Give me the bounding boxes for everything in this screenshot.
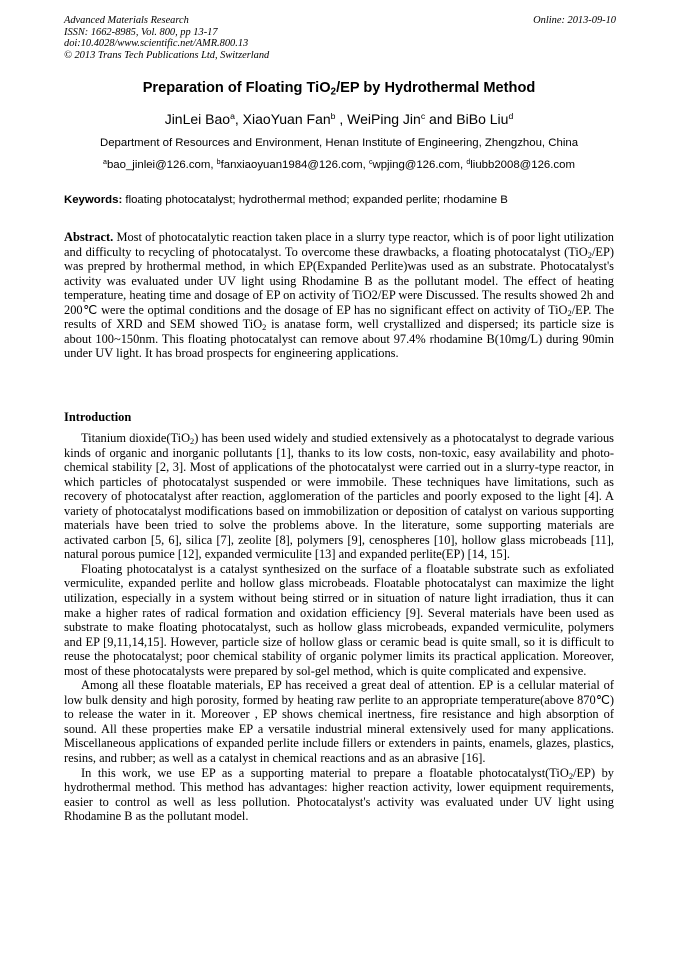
author-2-mark: b	[330, 111, 336, 122]
introduction-body	[64, 431, 614, 824]
journal-header	[64, 15, 616, 61]
introduction-heading: Introduction	[64, 410, 132, 424]
author-3: , WeiPing Jin	[335, 111, 421, 127]
abstract-text-3: /EP. The results of XRD and SEM showed TiO	[64, 302, 614, 332]
paragraph-1-sub: 2	[190, 436, 195, 447]
paragraph-4-sub: 2	[568, 770, 574, 781]
title-part-1: Preparation of Floating TiO	[142, 80, 331, 96]
email-1: bao_jinlei@126.com,	[106, 159, 217, 171]
keywords-label: Keywords:	[64, 194, 123, 206]
email-3-mark: c	[368, 159, 373, 167]
email-4: liubb2008@126.com	[470, 159, 575, 171]
email-4-mark: d	[466, 159, 471, 167]
author-4: and BiBo Liu	[425, 111, 509, 127]
author-emails	[0, 159, 678, 171]
copyright-line: © 2013 Trans Tech Publications Ltd, Switzerland	[64, 49, 270, 61]
abstract	[64, 230, 614, 361]
paragraph-1-rest: ) has been used widely and studied extensively as a photocatalyst to degrade various kinds of organic and inorganic pollutants [1], thanks to its low costs, non-toxic, easy availability and photo-chemical stability [2, 3]. Most of applications of the photocatalyst were carried out in a slurry-type reactor, in which particles of photocatalyst suspended or were immobile. These techniques have limitations, such as recovery of photocatalyst after reaction, agglomeration of the particles and poorly exposed to the light [4]. A variety of photocatalyst modifications based on immobilization or deposition of catalyst on various supporting materials have been tried to solve the problems above. In the literature, some supporting materials are activated carbon [5, 6], silica [7], zeolite [8], polymers [9], cenospheres [10], hollow glass microbeads [11], natural porous pumice [12], expanded vermiculite [13] and expanded perlite(EP) [14, 15].	[64, 431, 614, 562]
abstract-sub-1: 2	[587, 249, 592, 260]
author-4-mark: d	[508, 111, 514, 122]
author-list	[0, 111, 678, 127]
paragraph-3: Among all these floatable materials, EP has received a great deal of attention. EP is a cellular material of low bulk density and high porosity, formed by heating raw perlite to an appropriate temperature(above 870℃) to release the water in it. Moreover , EP shows chemical inertness, fire resistance and high absorption of sound. All these properties make EP a versatile industrial mineral extensively used for many applications. Miscellaneous applications of expanded perlite include fillers or extenders in paints, enamels, glazes, plastics, resins, and rubber; as well as a catalyst in chemical reactions and as an abrasive [16].	[64, 678, 614, 766]
abstract-sub-2: 2	[567, 307, 572, 318]
abstract-text-2: /EP) was prepred by hrothermal method, in which EP(Expanded Perlite)was used as an substrate. Photocatalyst's activity was evaluated under UV light using Rhodamine B as the pollutant model. The effect of heating temperature, heating time and dosage of EP on activity of TiO2/EP were Discussed. The results showed 2h and 200℃ were the optimal conditions and the dosage of EP has no significant effect on activity of TiO	[64, 244, 614, 317]
author-1-mark: a	[230, 111, 235, 122]
paragraph-1-start: Titanium dioxide(TiO	[81, 431, 191, 445]
paragraph-4	[64, 766, 614, 824]
doi-line: doi:10.4028/www.scientific.net/AMR.800.13	[64, 38, 249, 50]
title-part-2: /EP by Hydrothermal Method	[336, 80, 536, 96]
paper-title	[0, 80, 678, 96]
keywords	[64, 194, 616, 206]
author-3-mark: c	[420, 111, 426, 122]
paragraph-4-start: In this work, we use EP as a supporting material to prepare a floatable photocatalyst(TiO	[81, 765, 569, 780]
email-3: wpjing@126.com,	[372, 159, 467, 171]
keywords-text: floating photocatalyst; hydrothermal method; expanded perlite; rhodamine B	[122, 194, 508, 206]
abstract-text-4: is anatase form, well crystallized and dispersed; its particle size is about 100~150nm. This floating photocatalyst can remove about 97.4% rhodamine B(10mg/L) during 90min under UV light. It has broad prospects for engineering applications.	[64, 317, 614, 361]
paragraph-1	[64, 431, 614, 562]
paragraph-4-rest: /EP) by hydrothermal method. This method has advantages: higher reaction activity, lower equipment requirements, easier to control as well as less pollution. Photocatalyst's activity was evaluated under UV light using Rhodamine B as the pollutant model.	[64, 765, 614, 824]
email-1-mark: a	[103, 159, 107, 167]
journal-name: Advanced Materials Research	[64, 15, 189, 26]
issn-line: ISSN: 1662-8985, Vol. 800, pp 13-17	[64, 26, 218, 38]
email-2-mark: b	[216, 159, 221, 167]
author-1: JinLei Bao	[164, 111, 231, 127]
email-2: fanxiaoyuan1984@126.com,	[220, 159, 369, 171]
online-date: Online: 2013-09-10	[533, 15, 616, 26]
author-2: , XiaoYuan Fan	[234, 111, 331, 127]
abstract-sub-3: 2	[262, 322, 267, 333]
title-subscript: 2	[330, 86, 337, 98]
paragraph-2: Floating photocatalyst is a catalyst synthesized on the surface of a floatable substrate such as exfoliated vermiculite, expanded perlite and hollow glass microbeads. Floatable photocatalyst can maximize the light utilization, especially in a system without being stirred or in situation of nature light irradiation, thus it can make a higher rates of radical formation and oxidation efficiency [9]. Several materials have been used as substrate to make floating photocatalyst, such as hollow glass microbeads, expanded vermiculite, polymers and EP [9,11,14,15]. However, particle size of hollow glass or ceramic bead is quite small, so it is difficult to reuse the photocatalyst; poor chemical stability of organic polymer limits its practical application. Moreover, most of these photocatalysts were prepared by sol-gel method, which is quite complicated and expensive.	[64, 561, 614, 678]
affiliation: Department of Resources and Environment, Henan Institute of Engineering, Zhengzhou, China	[99, 137, 579, 149]
abstract-text-1: Most of photocatalytic reaction taken place in a slurry type reactor, which is of poor light utilization and difficulty to recycling of photocatalyst. To overcome these drawbacks, a floating photocatalyst (TiO	[64, 230, 614, 259]
abstract-label: Abstract.	[64, 230, 114, 244]
